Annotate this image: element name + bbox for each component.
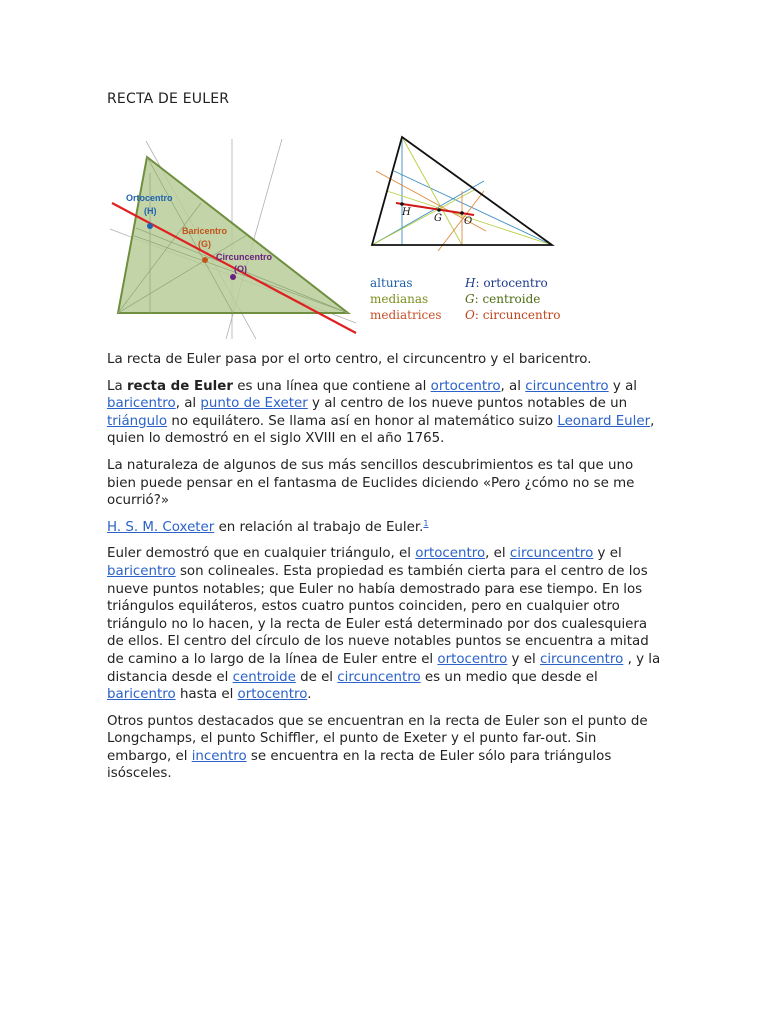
legend-right-label: H: ortocentro [465,276,548,290]
link-leonard-euler[interactable]: Leonard Euler [557,413,651,429]
link-ortocentro[interactable]: ortocentro [430,378,501,394]
link-baricentro[interactable]: baricentro [107,687,176,703]
orthocenter-point [147,223,153,229]
legend-left-label: medianas [370,292,429,306]
euler-line-figure-green [106,133,362,341]
point-g-label: G [434,213,442,224]
circumcenter-label: Circuncentro [216,252,273,262]
link-baricentro[interactable]: baricentro [107,396,176,412]
paragraph-intro: La recta de Euler pasa por el orto centro, el circuncentro y el baricentro. [107,352,592,367]
barycenter-label: Baricentro [182,226,228,236]
paragraph-other-points: Otros puntos destacados que se encuentran en la recta de Euler son el punto de Longchamps, el punto Schiffler, el punto de Exeter y el punto far-out. Sin embargo, el incentro se encuentra en la recta de Euler sólo para triángulos isósceles. [107,713,648,782]
link-punto-de-exeter[interactable]: punto de Exeter [200,396,308,412]
paragraph-definition: La recta de Euler es una línea que contiene al ortocentro, al circuncentro y al baricentro, al punto de Exeter y al centro de los nueve puntos notables de un triángulo no equilátero. Se llama así en honor al matemático suizo Leonard Euler, quien lo demostró en el siglo XVIII en el año 1765. [107,378,655,447]
barycenter-point [202,257,208,263]
paragraph-quote: La naturaleza de algunos de sus más sencillos descubrimientos es tal que uno bien puede pensar en el fantasma de Euclides diciendo «Pero ¿cómo no se me ocurrió?» [107,457,635,509]
barycenter-letter: (G) [198,239,211,249]
link-circuncentro[interactable]: circuncentro [539,651,624,667]
link-baricentro[interactable]: baricentro [107,563,176,579]
orthocenter-label: Ortocentro [126,193,173,203]
legend-right-label: G: centroide [465,292,541,306]
link-centroide[interactable]: centroide [232,669,296,685]
legend-row [370,308,570,324]
legend-row [370,276,570,292]
legend-left-label: mediatrices [370,308,442,322]
link-ortocentro[interactable]: ortocentro [415,546,486,562]
link-ortocentro[interactable]: ortocentro [237,687,308,703]
figure-legend [370,276,570,326]
legend-row [370,292,570,308]
bold-term: recta de Euler [126,378,233,394]
link-incentro[interactable]: incentro [191,748,247,764]
paragraph-attribution: H. S. M. Coxeter en relación al trabajo de Euler.$^1$ [107,518,429,535]
article-body [107,351,663,792]
link-circuncentro[interactable]: circuncentro [509,546,594,562]
point-o-label: O [464,216,473,227]
point-h-label: H [402,207,411,218]
link-coxeter[interactable]: H. S. M. Coxeter [107,519,215,535]
link-circuncentro[interactable]: circuncentro [337,669,421,685]
link-triangulo[interactable]: triángulo [107,413,168,429]
circumcenter-letter: (O) [234,264,247,274]
orthocenter-letter: (H) [144,206,157,216]
paragraph-euler-proof: Euler demostró que en cualquier triángulo, el ortocentro, el circuncentro y el baricentro son colineales. Esta propiedad es también cierta para el centro de los nueve puntos notables; que Euler no había demostrado para ese tiempo. En los triángulos equiláteros, estos cuatro puntos coinciden, pero en cualquier otro triángulo no lo hacen, y la recta de Euler está determinado por dos cualesquiera de ellos. El centro del círculo de los nueve notables puntos se encuentra a mitad de camino a lo largo de la línea de Euler entre el ortocentro y el circuncentro , y la distancia desde el centroide de el circuncentro es un medio que desde el baricentro hasta el ortocentro. [107,546,661,703]
link-ortocentro[interactable]: ortocentro [437,651,508,667]
legend-right-label: O: circuncentro [465,308,561,322]
link-circuncentro[interactable]: circuncentro [525,378,609,394]
triangle-shape [118,157,348,313]
circumcenter-point [230,274,236,280]
page-title: RECTA DE EULER [107,91,230,107]
legend-left-label: alturas [370,276,413,290]
footnote-link[interactable]: 1 [423,518,429,528]
euler-line-figure-diagram [366,131,562,251]
